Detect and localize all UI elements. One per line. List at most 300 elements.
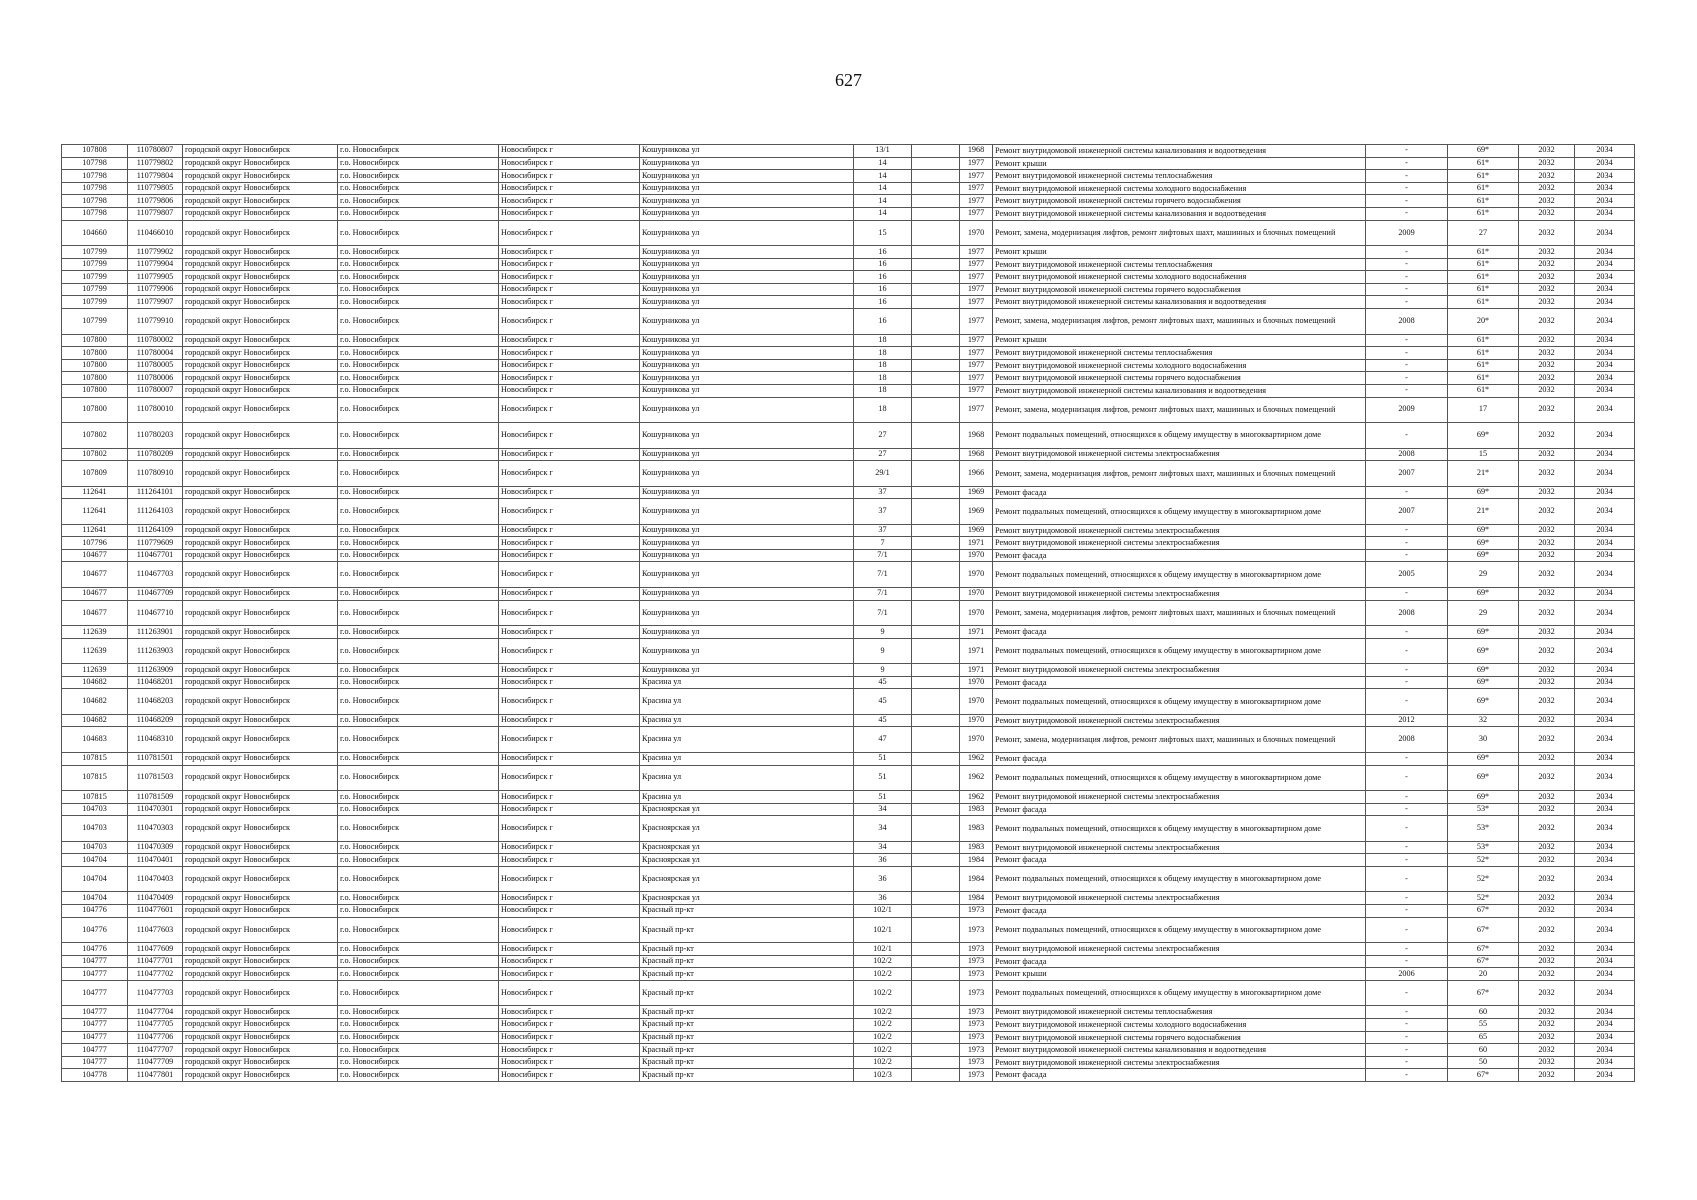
cell-code: 110780209 bbox=[128, 448, 183, 461]
cell-okrug: городской округ Новосибирск bbox=[183, 714, 338, 727]
table-row bbox=[62, 562, 1635, 588]
cell-year: 1962 bbox=[960, 791, 993, 804]
cell-city: Новосибирск г bbox=[499, 157, 640, 170]
cell-okrug: городской округ Новосибирск bbox=[183, 955, 338, 968]
cell-house: 18 bbox=[854, 334, 912, 347]
cell-plan-from: 2032 bbox=[1519, 283, 1575, 296]
cell-house: 7/1 bbox=[854, 562, 912, 588]
cell-plan-from: 2032 bbox=[1519, 587, 1575, 600]
cell-blank bbox=[912, 486, 960, 499]
cell-last-repair: - bbox=[1366, 384, 1448, 397]
cell-work: Ремонт внутридомовой инженерной системы горячего водоснабжения bbox=[993, 1031, 1366, 1044]
cell-go: г.о. Новосибирск bbox=[338, 283, 499, 296]
cell-okrug: городской округ Новосибирск bbox=[183, 145, 338, 158]
cell-id: 104704 bbox=[62, 866, 128, 892]
cell-last-repair: - bbox=[1366, 1006, 1448, 1019]
cell-okrug: городской округ Новосибирск bbox=[183, 626, 338, 639]
cell-blank bbox=[912, 803, 960, 816]
cell-blank bbox=[912, 448, 960, 461]
cell-id: 104777 bbox=[62, 1056, 128, 1069]
cell-year: 1970 bbox=[960, 549, 993, 562]
cell-okrug: городской округ Новосибирск bbox=[183, 638, 338, 664]
cell-okrug: городской округ Новосибирск bbox=[183, 283, 338, 296]
cell-house: 51 bbox=[854, 752, 912, 765]
cell-year: 1971 bbox=[960, 537, 993, 550]
cell-house: 102/2 bbox=[854, 1044, 912, 1057]
cell-blank bbox=[912, 182, 960, 195]
cell-work: Ремонт фасада bbox=[993, 626, 1366, 639]
table-row bbox=[62, 486, 1635, 499]
cell-blank bbox=[912, 423, 960, 449]
cell-year: 1971 bbox=[960, 664, 993, 677]
cell-okrug: городской округ Новосибирск bbox=[183, 816, 338, 842]
cell-plan-to: 2034 bbox=[1575, 638, 1635, 664]
cell-code: 110779910 bbox=[128, 309, 183, 335]
table-row bbox=[62, 1056, 1635, 1069]
cell-id: 112639 bbox=[62, 664, 128, 677]
cell-id: 107799 bbox=[62, 246, 128, 259]
cell-plan-to: 2034 bbox=[1575, 296, 1635, 309]
cell-blank bbox=[912, 1031, 960, 1044]
cell-work: Ремонт подвальных помещений, относящихся к общему имуществу в многоквартирном доме bbox=[993, 562, 1366, 588]
cell-go: г.о. Новосибирск bbox=[338, 664, 499, 677]
cell-wear: 69* bbox=[1448, 638, 1519, 664]
cell-okrug: городской округ Новосибирск bbox=[183, 537, 338, 550]
cell-last-repair: - bbox=[1366, 638, 1448, 664]
cell-okrug: городской округ Новосибирск bbox=[183, 524, 338, 537]
cell-okrug: городской округ Новосибирск bbox=[183, 246, 338, 259]
cell-plan-from: 2032 bbox=[1519, 271, 1575, 284]
cell-year: 1977 bbox=[960, 359, 993, 372]
cell-house: 37 bbox=[854, 499, 912, 525]
cell-go: г.о. Новосибирск bbox=[338, 955, 499, 968]
cell-city: Новосибирск г bbox=[499, 892, 640, 905]
cell-last-repair: - bbox=[1366, 1056, 1448, 1069]
cell-street: Кошурникова ул bbox=[640, 384, 854, 397]
cell-plan-from: 2032 bbox=[1519, 1006, 1575, 1019]
page-number: 627 bbox=[835, 70, 862, 90]
cell-code: 110779904 bbox=[128, 258, 183, 271]
cell-code: 110779802 bbox=[128, 157, 183, 170]
cell-okrug: городской округ Новосибирск bbox=[183, 486, 338, 499]
cell-wear: 69* bbox=[1448, 765, 1519, 791]
cell-house: 18 bbox=[854, 372, 912, 385]
cell-last-repair: - bbox=[1366, 905, 1448, 918]
cell-street: Красный пр-кт bbox=[640, 1056, 854, 1069]
cell-work: Ремонт внутридомовой инженерной системы теплоснабжения bbox=[993, 258, 1366, 271]
cell-city: Новосибирск г bbox=[499, 562, 640, 588]
cell-okrug: городской округ Новосибирск bbox=[183, 423, 338, 449]
cell-wear: 67* bbox=[1448, 905, 1519, 918]
cell-blank bbox=[912, 905, 960, 918]
cell-last-repair: - bbox=[1366, 537, 1448, 550]
cell-year: 1977 bbox=[960, 182, 993, 195]
cell-year: 1962 bbox=[960, 752, 993, 765]
cell-code: 110779609 bbox=[128, 537, 183, 550]
cell-last-repair: - bbox=[1366, 347, 1448, 360]
cell-code: 110779807 bbox=[128, 207, 183, 220]
cell-go: г.о. Новосибирск bbox=[338, 220, 499, 246]
cell-year: 1968 bbox=[960, 145, 993, 158]
cell-plan-to: 2034 bbox=[1575, 182, 1635, 195]
cell-code: 110780006 bbox=[128, 372, 183, 385]
cell-street: Кошурникова ул bbox=[640, 562, 854, 588]
cell-code: 110470301 bbox=[128, 803, 183, 816]
cell-year: 1977 bbox=[960, 384, 993, 397]
table-row bbox=[62, 765, 1635, 791]
cell-last-repair: - bbox=[1366, 664, 1448, 677]
cell-wear: 69* bbox=[1448, 486, 1519, 499]
cell-city: Новосибирск г bbox=[499, 854, 640, 867]
cell-go: г.о. Новосибирск bbox=[338, 499, 499, 525]
cell-work: Ремонт, замена, модернизация лифтов, ремонт лифтовых шахт, машинных и блочных помещений bbox=[993, 309, 1366, 335]
cell-plan-to: 2034 bbox=[1575, 943, 1635, 956]
cell-plan-to: 2034 bbox=[1575, 271, 1635, 284]
cell-blank bbox=[912, 1018, 960, 1031]
cell-work: Ремонт крыши bbox=[993, 246, 1366, 259]
cell-work: Ремонт, замена, модернизация лифтов, ремонт лифтовых шахт, машинных и блочных помещений bbox=[993, 600, 1366, 626]
cell-plan-from: 2032 bbox=[1519, 1069, 1575, 1082]
cell-house: 7 bbox=[854, 537, 912, 550]
cell-work: Ремонт подвальных помещений, относящихся к общему имуществу в многоквартирном доме bbox=[993, 917, 1366, 943]
cell-year: 1977 bbox=[960, 170, 993, 183]
cell-house: 9 bbox=[854, 626, 912, 639]
cell-street: Кошурникова ул bbox=[640, 499, 854, 525]
cell-id: 107798 bbox=[62, 207, 128, 220]
cell-code: 110470309 bbox=[128, 841, 183, 854]
cell-id: 104777 bbox=[62, 955, 128, 968]
cell-street: Кошурникова ул bbox=[640, 347, 854, 360]
cell-plan-to: 2034 bbox=[1575, 207, 1635, 220]
cell-id: 107815 bbox=[62, 765, 128, 791]
cell-wear: 20* bbox=[1448, 309, 1519, 335]
cell-house: 16 bbox=[854, 258, 912, 271]
cell-code: 111263903 bbox=[128, 638, 183, 664]
cell-year: 1983 bbox=[960, 816, 993, 842]
cell-house: 14 bbox=[854, 157, 912, 170]
cell-id: 104704 bbox=[62, 892, 128, 905]
table-row bbox=[62, 271, 1635, 284]
cell-city: Новосибирск г bbox=[499, 626, 640, 639]
cell-code: 110467710 bbox=[128, 600, 183, 626]
cell-plan-from: 2032 bbox=[1519, 816, 1575, 842]
table-body bbox=[62, 145, 1635, 1082]
cell-plan-to: 2034 bbox=[1575, 816, 1635, 842]
cell-last-repair: 2005 bbox=[1366, 562, 1448, 588]
cell-plan-to: 2034 bbox=[1575, 1031, 1635, 1044]
cell-year: 1977 bbox=[960, 283, 993, 296]
cell-wear: 67* bbox=[1448, 917, 1519, 943]
cell-go: г.о. Новосибирск bbox=[338, 676, 499, 689]
cell-year: 1973 bbox=[960, 905, 993, 918]
table-row bbox=[62, 170, 1635, 183]
cell-street: Красный пр-кт bbox=[640, 917, 854, 943]
table-row bbox=[62, 791, 1635, 804]
cell-city: Новосибирск г bbox=[499, 752, 640, 765]
cell-go: г.о. Новосибирск bbox=[338, 600, 499, 626]
cell-go: г.о. Новосибирск bbox=[338, 638, 499, 664]
cell-plan-from: 2032 bbox=[1519, 854, 1575, 867]
cell-okrug: городской округ Новосибирск bbox=[183, 397, 338, 423]
cell-id: 104777 bbox=[62, 1018, 128, 1031]
cell-wear: 67* bbox=[1448, 980, 1519, 1006]
cell-house: 102/3 bbox=[854, 1069, 912, 1082]
table-row bbox=[62, 676, 1635, 689]
cell-plan-to: 2034 bbox=[1575, 1056, 1635, 1069]
cell-code: 110780007 bbox=[128, 384, 183, 397]
cell-house: 34 bbox=[854, 816, 912, 842]
cell-last-repair: 2008 bbox=[1366, 600, 1448, 626]
cell-city: Новосибирск г bbox=[499, 600, 640, 626]
cell-blank bbox=[912, 943, 960, 956]
cell-plan-from: 2032 bbox=[1519, 499, 1575, 525]
cell-blank bbox=[912, 980, 960, 1006]
table-row bbox=[62, 1031, 1635, 1044]
cell-go: г.о. Новосибирск bbox=[338, 246, 499, 259]
cell-okrug: городской округ Новосибирск bbox=[183, 854, 338, 867]
cell-work: Ремонт подвальных помещений, относящихся к общему имуществу в многоквартирном доме bbox=[993, 980, 1366, 1006]
cell-go: г.о. Новосибирск bbox=[338, 182, 499, 195]
cell-last-repair: - bbox=[1366, 816, 1448, 842]
cell-okrug: городской округ Новосибирск bbox=[183, 587, 338, 600]
cell-go: г.о. Новосибирск bbox=[338, 727, 499, 753]
cell-plan-from: 2032 bbox=[1519, 841, 1575, 854]
table-row bbox=[62, 587, 1635, 600]
cell-house: 102/2 bbox=[854, 955, 912, 968]
cell-okrug: городской округ Новосибирск bbox=[183, 207, 338, 220]
cell-wear: 69* bbox=[1448, 587, 1519, 600]
cell-okrug: городской округ Новосибирск bbox=[183, 384, 338, 397]
cell-id: 104776 bbox=[62, 943, 128, 956]
cell-id: 104677 bbox=[62, 562, 128, 588]
cell-go: г.о. Новосибирск bbox=[338, 537, 499, 550]
cell-okrug: городской округ Новосибирск bbox=[183, 943, 338, 956]
cell-code: 110477707 bbox=[128, 1044, 183, 1057]
cell-year: 1973 bbox=[960, 980, 993, 1006]
cell-house: 102/2 bbox=[854, 1006, 912, 1019]
cell-last-repair: - bbox=[1366, 917, 1448, 943]
cell-last-repair: - bbox=[1366, 182, 1448, 195]
cell-house: 16 bbox=[854, 296, 912, 309]
cell-blank bbox=[912, 246, 960, 259]
table-row bbox=[62, 727, 1635, 753]
cell-year: 1973 bbox=[960, 968, 993, 981]
cell-year: 1966 bbox=[960, 461, 993, 487]
cell-go: г.о. Новосибирск bbox=[338, 689, 499, 715]
cell-plan-from: 2032 bbox=[1519, 334, 1575, 347]
cell-go: г.о. Новосибирск bbox=[338, 423, 499, 449]
cell-street: Красина ул bbox=[640, 676, 854, 689]
cell-plan-to: 2034 bbox=[1575, 955, 1635, 968]
cell-blank bbox=[912, 638, 960, 664]
cell-go: г.о. Новосибирск bbox=[338, 258, 499, 271]
cell-plan-from: 2032 bbox=[1519, 917, 1575, 943]
cell-city: Новосибирск г bbox=[499, 182, 640, 195]
cell-city: Новосибирск г bbox=[499, 296, 640, 309]
cell-city: Новосибирск г bbox=[499, 486, 640, 499]
cell-plan-to: 2034 bbox=[1575, 689, 1635, 715]
cell-work: Ремонт, замена, модернизация лифтов, ремонт лифтовых шахт, машинных и блочных помещений bbox=[993, 461, 1366, 487]
cell-code: 110468201 bbox=[128, 676, 183, 689]
cell-okrug: городской округ Новосибирск bbox=[183, 1018, 338, 1031]
cell-blank bbox=[912, 220, 960, 246]
cell-last-repair: 2006 bbox=[1366, 968, 1448, 981]
cell-house: 15 bbox=[854, 220, 912, 246]
table-row bbox=[62, 803, 1635, 816]
cell-plan-from: 2032 bbox=[1519, 296, 1575, 309]
cell-plan-to: 2034 bbox=[1575, 157, 1635, 170]
cell-okrug: городской округ Новосибирск bbox=[183, 676, 338, 689]
cell-work: Ремонт фасада bbox=[993, 854, 1366, 867]
cell-code: 110780807 bbox=[128, 145, 183, 158]
cell-city: Новосибирск г bbox=[499, 384, 640, 397]
cell-blank bbox=[912, 1056, 960, 1069]
cell-plan-to: 2034 bbox=[1575, 461, 1635, 487]
cell-blank bbox=[912, 676, 960, 689]
cell-house: 102/1 bbox=[854, 905, 912, 918]
cell-code: 110779805 bbox=[128, 182, 183, 195]
cell-year: 1973 bbox=[960, 943, 993, 956]
cell-go: г.о. Новосибирск bbox=[338, 866, 499, 892]
cell-last-repair: - bbox=[1366, 258, 1448, 271]
cell-street: Кошурникова ул bbox=[640, 182, 854, 195]
cell-id: 104677 bbox=[62, 549, 128, 562]
cell-house: 18 bbox=[854, 384, 912, 397]
cell-plan-from: 2032 bbox=[1519, 549, 1575, 562]
cell-year: 1983 bbox=[960, 803, 993, 816]
cell-work: Ремонт внутридомовой инженерной системы холодного водоснабжения bbox=[993, 271, 1366, 284]
cell-wear: 61* bbox=[1448, 283, 1519, 296]
cell-go: г.о. Новосибирск bbox=[338, 980, 499, 1006]
table-row bbox=[62, 347, 1635, 360]
cell-wear: 29 bbox=[1448, 600, 1519, 626]
cell-street: Красина ул bbox=[640, 765, 854, 791]
table-row bbox=[62, 157, 1635, 170]
cell-city: Новосибирск г bbox=[499, 917, 640, 943]
cell-work: Ремонт внутридомовой инженерной системы электроснабжения bbox=[993, 537, 1366, 550]
cell-work: Ремонт подвальных помещений, относящихся к общему имуществу в многоквартирном доме bbox=[993, 499, 1366, 525]
cell-okrug: городской округ Новосибирск bbox=[183, 220, 338, 246]
cell-work: Ремонт подвальных помещений, относящихся к общему имуществу в многоквартирном доме bbox=[993, 866, 1366, 892]
cell-last-repair: - bbox=[1366, 271, 1448, 284]
cell-okrug: городской округ Новосибирск bbox=[183, 752, 338, 765]
cell-plan-from: 2032 bbox=[1519, 397, 1575, 423]
cell-street: Кошурникова ул bbox=[640, 524, 854, 537]
cell-go: г.о. Новосибирск bbox=[338, 854, 499, 867]
cell-wear: 61* bbox=[1448, 372, 1519, 385]
cell-year: 1973 bbox=[960, 917, 993, 943]
cell-go: г.о. Новосибирск bbox=[338, 841, 499, 854]
cell-blank bbox=[912, 537, 960, 550]
cell-blank bbox=[912, 549, 960, 562]
cell-id: 107802 bbox=[62, 448, 128, 461]
cell-okrug: городской округ Новосибирск bbox=[183, 765, 338, 791]
cell-city: Новосибирск г bbox=[499, 347, 640, 360]
cell-wear: 60 bbox=[1448, 1006, 1519, 1019]
cell-code: 110477702 bbox=[128, 968, 183, 981]
cell-house: 16 bbox=[854, 246, 912, 259]
cell-city: Новосибирск г bbox=[499, 334, 640, 347]
cell-code: 110477706 bbox=[128, 1031, 183, 1044]
cell-last-repair: - bbox=[1366, 246, 1448, 259]
cell-plan-to: 2034 bbox=[1575, 905, 1635, 918]
cell-plan-to: 2034 bbox=[1575, 562, 1635, 588]
table-row bbox=[62, 905, 1635, 918]
cell-plan-from: 2032 bbox=[1519, 714, 1575, 727]
cell-okrug: городской округ Новосибирск bbox=[183, 195, 338, 208]
cell-plan-to: 2034 bbox=[1575, 283, 1635, 296]
cell-code: 110779902 bbox=[128, 246, 183, 259]
cell-year: 1977 bbox=[960, 309, 993, 335]
cell-city: Новосибирск г bbox=[499, 537, 640, 550]
table-row bbox=[62, 841, 1635, 854]
cell-blank bbox=[912, 170, 960, 183]
cell-blank bbox=[912, 917, 960, 943]
cell-last-repair: - bbox=[1366, 955, 1448, 968]
cell-go: г.о. Новосибирск bbox=[338, 384, 499, 397]
table-row bbox=[62, 980, 1635, 1006]
cell-plan-to: 2034 bbox=[1575, 309, 1635, 335]
cell-last-repair: - bbox=[1366, 524, 1448, 537]
cell-house: 18 bbox=[854, 359, 912, 372]
cell-city: Новосибирск г bbox=[499, 309, 640, 335]
cell-plan-to: 2034 bbox=[1575, 397, 1635, 423]
cell-blank bbox=[912, 854, 960, 867]
cell-street: Красноярская ул bbox=[640, 803, 854, 816]
cell-last-repair: - bbox=[1366, 841, 1448, 854]
cell-okrug: городской округ Новосибирск bbox=[183, 689, 338, 715]
cell-work: Ремонт, замена, модернизация лифтов, ремонт лифтовых шахт, машинных и блочных помещений bbox=[993, 727, 1366, 753]
cell-plan-from: 2032 bbox=[1519, 791, 1575, 804]
cell-code: 111263901 bbox=[128, 626, 183, 639]
cell-blank bbox=[912, 816, 960, 842]
cell-okrug: городской округ Новосибирск bbox=[183, 905, 338, 918]
cell-wear: 60 bbox=[1448, 1044, 1519, 1057]
cell-wear: 52* bbox=[1448, 892, 1519, 905]
cell-year: 1969 bbox=[960, 486, 993, 499]
cell-blank bbox=[912, 727, 960, 753]
cell-house: 14 bbox=[854, 170, 912, 183]
table-row bbox=[62, 423, 1635, 449]
cell-code: 110468209 bbox=[128, 714, 183, 727]
cell-city: Новосибирск г bbox=[499, 943, 640, 956]
cell-blank bbox=[912, 296, 960, 309]
cell-street: Кошурникова ул bbox=[640, 309, 854, 335]
cell-plan-to: 2034 bbox=[1575, 765, 1635, 791]
cell-id: 104682 bbox=[62, 714, 128, 727]
cell-year: 1968 bbox=[960, 423, 993, 449]
cell-street: Кошурникова ул bbox=[640, 587, 854, 600]
cell-plan-to: 2034 bbox=[1575, 524, 1635, 537]
cell-work: Ремонт внутридомовой инженерной системы горячего водоснабжения bbox=[993, 372, 1366, 385]
cell-code: 110781509 bbox=[128, 791, 183, 804]
table-row bbox=[62, 145, 1635, 158]
cell-city: Новосибирск г bbox=[499, 1069, 640, 1082]
cell-code: 110780203 bbox=[128, 423, 183, 449]
cell-city: Новосибирск г bbox=[499, 524, 640, 537]
cell-blank bbox=[912, 347, 960, 360]
cell-house: 7/1 bbox=[854, 587, 912, 600]
table-row bbox=[62, 1069, 1635, 1082]
cell-street: Кошурникова ул bbox=[640, 271, 854, 284]
cell-plan-to: 2034 bbox=[1575, 714, 1635, 727]
cell-street: Кошурникова ул bbox=[640, 486, 854, 499]
cell-id: 107800 bbox=[62, 384, 128, 397]
cell-wear: 27 bbox=[1448, 220, 1519, 246]
cell-go: г.о. Новосибирск bbox=[338, 207, 499, 220]
cell-code: 110779906 bbox=[128, 283, 183, 296]
cell-city: Новосибирск г bbox=[499, 638, 640, 664]
